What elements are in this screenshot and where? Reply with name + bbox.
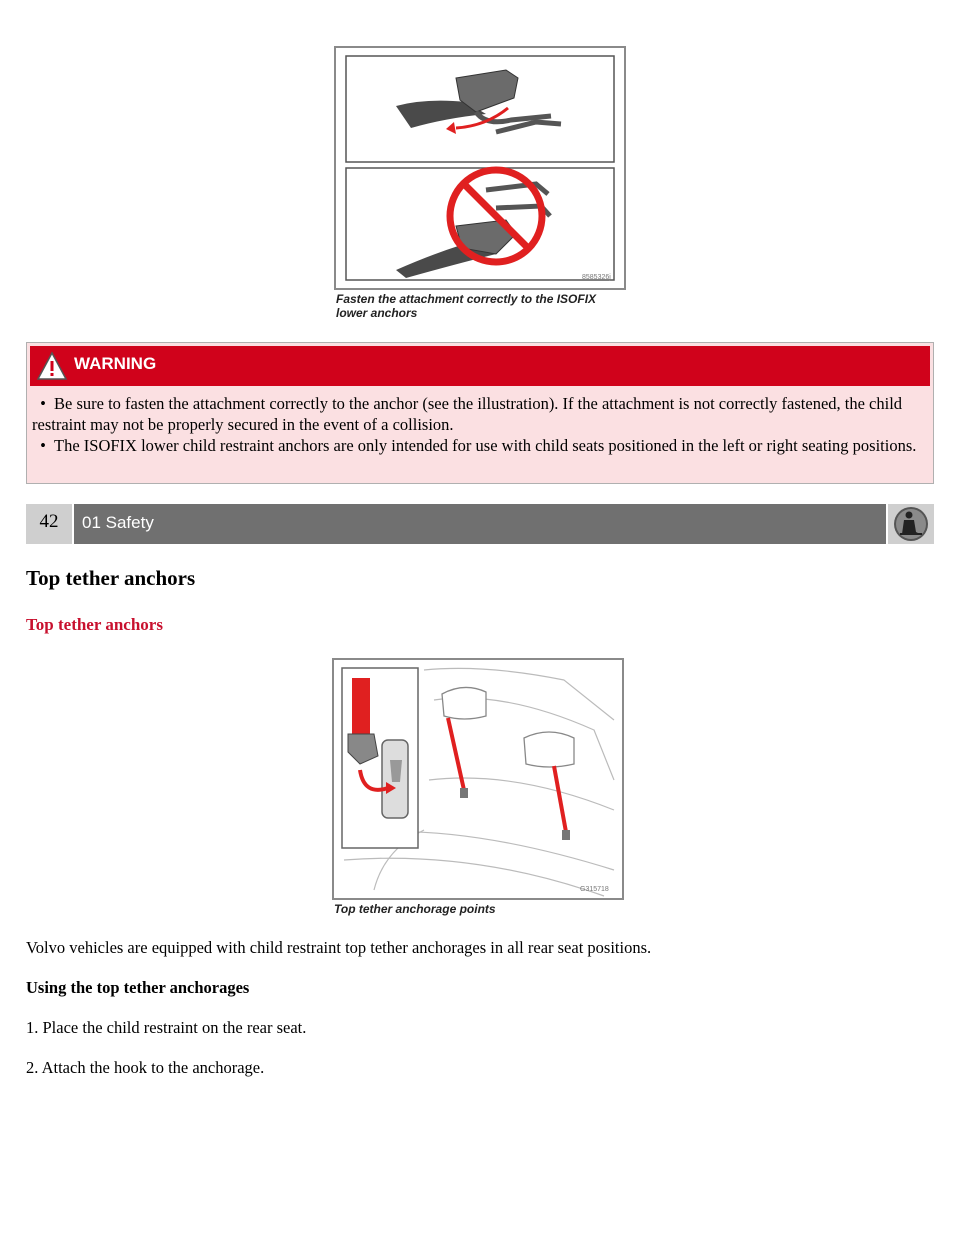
isofix-figure	[334, 46, 626, 290]
isofix-figure-caption: Fasten the attachment correctly to the ISOFIX lower anchors	[336, 292, 597, 320]
warning-item	[32, 393, 917, 435]
isofix-illustration	[336, 48, 624, 288]
page-number: 42	[26, 504, 72, 544]
section-band	[74, 504, 886, 544]
warning-item	[32, 435, 917, 456]
page-title: Top tether anchors	[26, 566, 196, 590]
section-subtitle: Top tether anchors	[26, 615, 163, 634]
child-seat-icon	[888, 504, 934, 544]
warning-item-text: Be sure to fasten the attachment correctly to the anchor (see the illustration). If the attachment is not correctly fastened, the child restraint may not be properly secured in the event of a collision.	[32, 394, 903, 434]
intro-paragraph: Volvo vehicles are equipped with child restraint top tether anchorages in all rear seat positions.	[26, 938, 652, 957]
top-tether-figure-caption: Top tether anchorage points	[334, 902, 496, 916]
warning-item-text: The ISOFIX lower child restraint anchors are only intended for use with child seats positioned in the left or right seating positions.	[54, 436, 917, 455]
figure-code: 8585326j	[582, 274, 611, 281]
warning-title: WARNING	[74, 354, 157, 373]
section-icon-box	[888, 504, 934, 544]
step-item: 1. Place the child restraint on the rear seat.	[26, 1018, 307, 1037]
warning-box	[26, 342, 934, 484]
step-item: 2. Attach the hook to the anchorage.	[26, 1058, 265, 1077]
section-label: 01 Safety	[82, 513, 154, 532]
bullet-icon: •	[40, 394, 46, 413]
top-tether-figure	[332, 658, 624, 900]
warning-header	[30, 346, 930, 386]
warning-list	[32, 393, 917, 456]
steps-heading: Using the top tether anchorages	[26, 978, 250, 997]
warning-triangle-icon	[36, 351, 68, 381]
page-section-bar	[26, 504, 934, 544]
figure-code: G315718	[580, 886, 609, 893]
bullet-icon: •	[40, 436, 46, 455]
top-tether-illustration	[334, 660, 622, 898]
